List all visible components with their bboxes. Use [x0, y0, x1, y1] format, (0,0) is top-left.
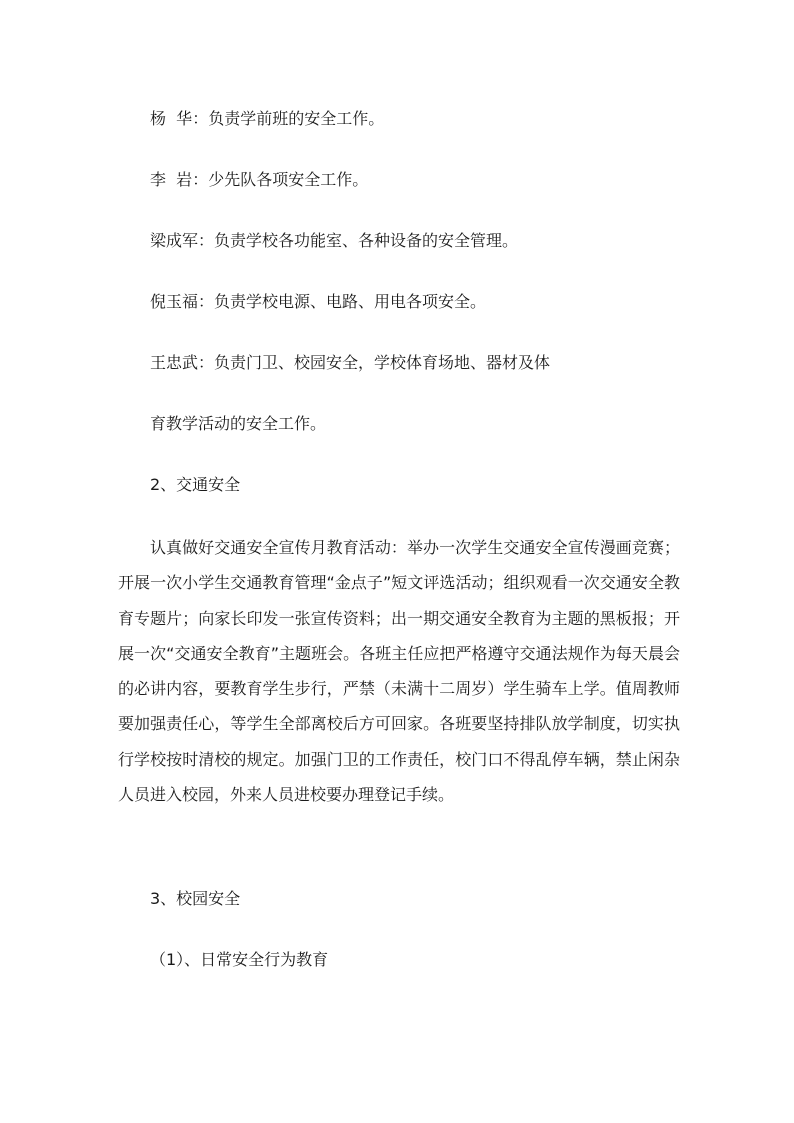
staff-duty: 负责学校各功能室、各种设备的安全管理。: [214, 231, 519, 250]
staff-name: 王忠武: [150, 353, 199, 372]
staff-continuation: 育教学活动的安全工作。: [150, 414, 327, 433]
section-2-heading: 2、交通安全: [150, 475, 241, 494]
staff-duty: 负责学前班的安全工作。: [208, 109, 385, 128]
staff-line-li-yan: [150, 170, 368, 190]
staff-name: 倪玉福: [150, 292, 199, 311]
staff-line-wang-zhongwu: [150, 353, 550, 373]
staff-duty: 负责门卫、校园安全，学校体育场地、器材及体: [214, 353, 551, 372]
staff-name: 梁成军: [150, 231, 199, 250]
colon: ：: [198, 353, 215, 372]
staff-line-liang-chengjun: [150, 231, 518, 251]
section-3-heading: 3、校园安全: [150, 889, 241, 908]
section-2-body: 认真做好交通安全宣传月教育活动：举办一次学生交通安全宣传漫画竞赛；开展一次小学生交通教育管理“金点子”短文评选活动；组织观看一次交通安全教育专题片；向家长印发一张宣传资料；出一期交通安全教育为主题的黑板报；开展一次“交通安全教育”主题班会。各班主任应把严格遵守交通法规作为每天晨会的必讲内容，要教育学生步行，严禁（未满十二周岁）学生骑车上学。值周教师要加强责任心，等学生全部离校后方可回家。各班要坚持排队放学制度，切实执行学校按时清校的规定。加强门卫的工作责任，校门口不得乱停车辆，禁止闲杂人员进入校园，外来人员进校要办理登记手续。: [118, 538, 680, 805]
staff-name: 杨 华: [150, 109, 193, 128]
colon: ：: [192, 170, 209, 189]
staff-duty: 负责学校电源、电路、用电各项安全。: [214, 292, 487, 311]
colon: ：: [192, 109, 209, 128]
section-3-subheading: （1）、日常安全行为教育: [150, 950, 329, 969]
staff-name: 李 岩: [150, 170, 193, 189]
colon: ：: [198, 231, 215, 250]
staff-line-ni-yufu: [150, 292, 486, 312]
staff-line-yang-hua: [150, 109, 384, 129]
staff-duty: 少先队各项安全工作。: [208, 170, 369, 189]
colon: ：: [198, 292, 215, 311]
